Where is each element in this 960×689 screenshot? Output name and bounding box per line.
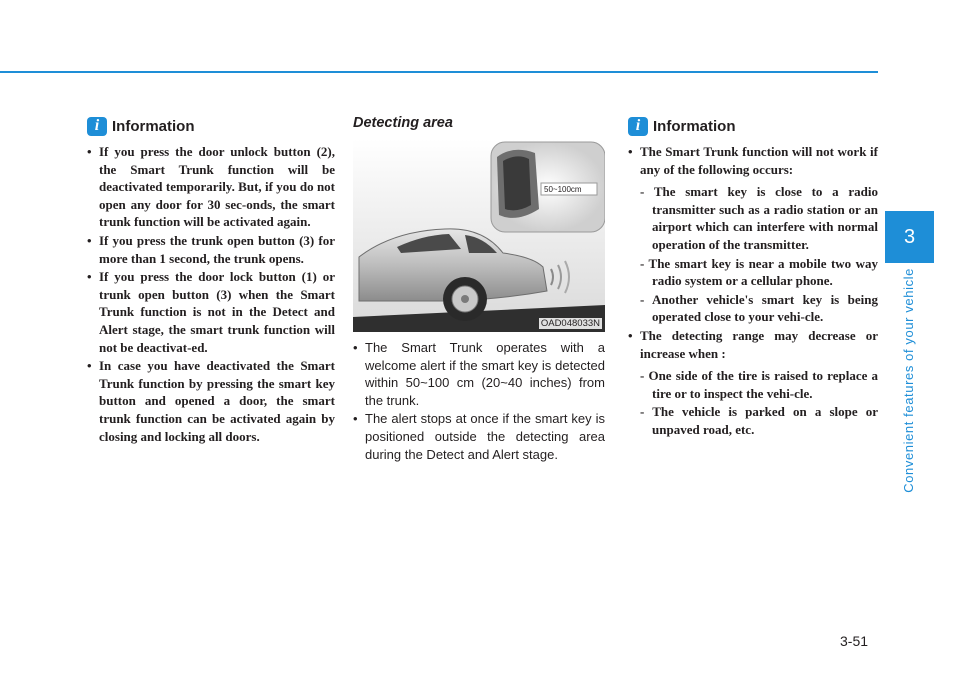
- header-rule: [0, 71, 878, 73]
- chapter-number: 3: [903, 225, 916, 248]
- bullet: •: [353, 340, 358, 355]
- bullet: •: [87, 358, 92, 374]
- bullet: •: [628, 144, 633, 159]
- detecting-area-figure: [353, 139, 605, 332]
- list-item: [87, 143, 335, 231]
- range-label: 50~100cm: [544, 185, 582, 194]
- list-item-text: The Smart Trunk operates with a welcome alert if the smart key is detected within 50~100 cm (20~40 inches) from the trunk.: [365, 340, 605, 408]
- list-item-text: In case you have deactivated the Smart Trunk function by pressing the smart key button and opened a door, the smart trunk function can be activated again by closing and locking all doors.: [99, 358, 335, 444]
- section-title: Detecting area: [353, 115, 453, 131]
- chapter-side-title: [888, 268, 928, 494]
- list-item-text: If you press the door unlock button (2), the Smart Trunk function will be deactivated temporarily. But, if you do not open any door for 30 sec-onds, the smart trunk function will be activated again.: [99, 144, 335, 230]
- list-item: [628, 143, 878, 178]
- page-number: 3-51: [840, 633, 869, 649]
- detecting-list: [353, 339, 605, 463]
- bullet: •: [628, 327, 633, 343]
- sub-item: - One side of the tire is raised to replace a tire or to inspect the vehi-cle.: [640, 368, 878, 401]
- sub-item: - Another vehicle's smart key is being operated close to your vehi-cle.: [640, 291, 878, 325]
- info-list: [87, 143, 335, 445]
- sub-list: [628, 367, 878, 438]
- list-item-text: The detecting range may decrease or increase when :: [640, 327, 878, 361]
- info-icon: i: [87, 117, 107, 136]
- bullet: •: [87, 269, 92, 285]
- list-item: [353, 339, 605, 409]
- info-header: [87, 113, 335, 139]
- list-item: [87, 232, 335, 267]
- sub-item: - The smart key is near a mobile two way radio system or a cellular phone.: [640, 255, 878, 289]
- info-header: [628, 113, 878, 139]
- car-illustration: [353, 139, 605, 332]
- list-item: [628, 327, 878, 362]
- chapter-tab: [885, 211, 934, 263]
- info-title: Information: [653, 117, 736, 135]
- figure-caption: OAD048033N: [540, 318, 600, 329]
- info-title: Information: [112, 117, 195, 135]
- bullet: •: [87, 232, 92, 248]
- info-list: [628, 327, 878, 362]
- bullet: •: [87, 144, 92, 159]
- info-icon: i: [628, 117, 648, 136]
- bullet: •: [353, 411, 358, 427]
- list-item-text: The alert stops at once if the smart key is positioned outside the detecting area during the Detect and Alert stage.: [365, 411, 605, 462]
- sub-item: - The vehicle is parked on a slope or unpaved road, etc.: [640, 404, 878, 437]
- column-left: [87, 113, 335, 446]
- column-right: [628, 113, 878, 440]
- sub-item: - The smart key is close to a radio transmitter such as a radio station or an airport which can interfere with normal operation of the transmitter.: [640, 184, 878, 252]
- list-item-text: The Smart Trunk function will not work if any of the following occurs:: [640, 144, 878, 177]
- chapter-title: Convenient features of your vehicle: [900, 268, 916, 493]
- list-item-text: If you press the door lock button (1) or trunk open button (3) when the Smart Trunk function is not in the Detect and Alert stage, the smart trunk function will not be deactivat-ed.: [99, 269, 335, 355]
- list-item: [353, 410, 605, 463]
- column-middle: [353, 113, 605, 464]
- list-item-text: If you press the trunk open button (3) for more than 1 second, the trunk opens.: [99, 232, 335, 266]
- info-list: [628, 143, 878, 178]
- sub-list: [628, 183, 878, 326]
- list-item: [87, 357, 335, 445]
- list-item: [87, 268, 335, 356]
